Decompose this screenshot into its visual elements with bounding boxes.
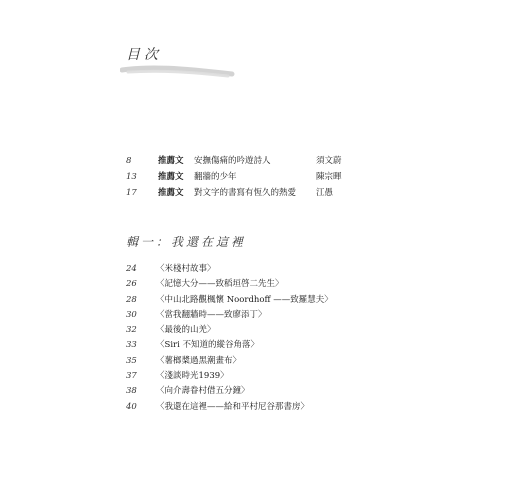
page-number: 26 bbox=[126, 279, 137, 290]
chapter-title: 〈我還在這裡——給和平村尼谷那書房〉 bbox=[156, 401, 310, 412]
chapter-row[interactable] bbox=[126, 338, 446, 353]
page-number: 37 bbox=[126, 371, 137, 382]
chapter-row[interactable] bbox=[126, 277, 446, 292]
chapter-row[interactable] bbox=[126, 400, 446, 415]
page-number: 28 bbox=[126, 294, 137, 305]
chapter-title: 〈米棧村故事〉 bbox=[156, 264, 216, 274]
chapter-title: 〈淺談時光1939〉 bbox=[156, 371, 229, 382]
chapter-title: 〈向介壽眷村借五分鐘〉 bbox=[156, 386, 250, 397]
toc-heading: 目次 bbox=[126, 47, 162, 63]
page-number: 24 bbox=[126, 264, 137, 274]
page-number: 8 bbox=[126, 156, 132, 166]
chapter-row[interactable] bbox=[126, 308, 446, 323]
recommendation-row[interactable] bbox=[126, 153, 426, 169]
recommendation-title: 翻牆的少年 bbox=[194, 172, 237, 182]
recommendation-author: 江愚 bbox=[316, 188, 334, 198]
recommendation-title: 對文字的書寫有恆久的熱愛 bbox=[194, 188, 297, 198]
page-number: 13 bbox=[126, 172, 137, 182]
chapter-row[interactable] bbox=[126, 354, 446, 369]
chapter-row[interactable] bbox=[126, 369, 446, 384]
page-number: 30 bbox=[126, 309, 137, 320]
section-heading: 輯一：我還在這裡 bbox=[126, 235, 247, 249]
brush-stroke-decoration bbox=[120, 60, 238, 82]
chapter-title: 〈Siri 不知道的縱谷角落〉 bbox=[156, 340, 260, 351]
page-number: 38 bbox=[126, 386, 137, 397]
page-number: 32 bbox=[126, 325, 137, 336]
recommendation-title: 安撫傷痛的吟遊詩人 bbox=[194, 156, 271, 166]
page-number: 35 bbox=[126, 355, 137, 366]
recommendation-label: 推薦文 bbox=[158, 188, 184, 198]
recommendation-author: 須文蔚 bbox=[316, 156, 342, 166]
recommendation-list bbox=[126, 153, 426, 201]
recommendation-label: 推薦文 bbox=[158, 172, 184, 182]
chapter-list bbox=[126, 262, 446, 415]
recommendation-label: 推薦文 bbox=[158, 156, 184, 166]
chapter-title: 〈最後的山羌〉 bbox=[156, 325, 216, 336]
chapter-row[interactable] bbox=[126, 293, 446, 308]
chapter-title: 〈記憶大分——致稻垣啓二先生〉 bbox=[156, 279, 284, 290]
recommendation-row[interactable] bbox=[126, 185, 426, 201]
chapter-row[interactable] bbox=[126, 323, 446, 338]
recommendation-row[interactable] bbox=[126, 169, 426, 185]
chapter-title: 〈中山北路觀楓懷 Noordhoff ——致羅慧夫〉 bbox=[156, 294, 333, 305]
recommendation-author: 陳宗暉 bbox=[316, 172, 342, 182]
chapter-title: 〈薯榔槳過黑潮畫布〉 bbox=[156, 355, 242, 366]
page-number: 40 bbox=[126, 401, 137, 412]
chapter-title: 〈當我翻牆時——致廖添丁〉 bbox=[156, 309, 267, 320]
chapter-row[interactable] bbox=[126, 262, 446, 277]
page-number: 17 bbox=[126, 188, 137, 198]
page-number: 33 bbox=[126, 340, 137, 351]
chapter-row[interactable] bbox=[126, 384, 446, 399]
